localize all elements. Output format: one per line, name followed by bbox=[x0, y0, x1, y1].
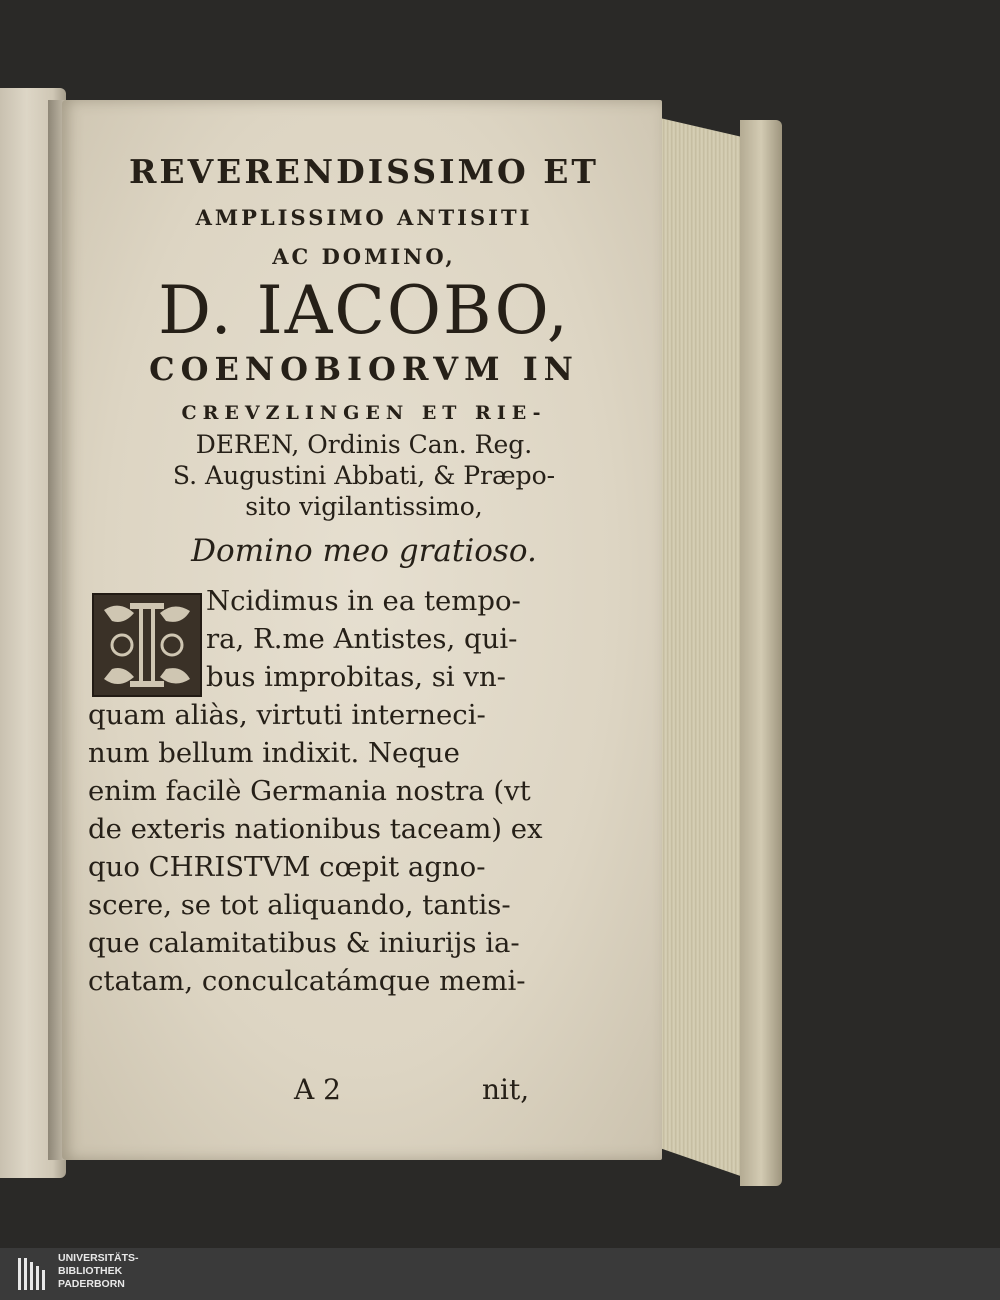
library-name-line-2: BIBLIOTHEK bbox=[58, 1265, 123, 1277]
body-line-5: num bellum indixit. Neque bbox=[88, 736, 460, 769]
title-line-6: CREVZLINGEN ET RIE- bbox=[181, 401, 547, 424]
title-line-7: DEREN, Ordinis Can. Reg. bbox=[195, 429, 533, 459]
library-footer-bar bbox=[0, 1248, 1000, 1300]
body-line-3: bus improbitas, si vn- bbox=[206, 660, 506, 693]
title-line-1: REVERENDISSIMO ET bbox=[129, 152, 599, 191]
title-line-3: AC DOMINO, bbox=[272, 244, 456, 269]
book-cover-edge bbox=[740, 120, 782, 1186]
title-line-4: D. IACOBO, bbox=[158, 272, 570, 349]
body-line-4: quam aliàs, virtuti interneci- bbox=[88, 698, 486, 731]
library-name bbox=[58, 1252, 139, 1291]
library-logo-icon bbox=[18, 1256, 48, 1292]
body-line-11: ctatam, conculcatámque memi- bbox=[88, 964, 526, 997]
decorated-initial-I-icon bbox=[92, 593, 202, 697]
library-name-line-3: PADERBORN bbox=[58, 1278, 125, 1290]
body-line-10: que calamitatibus & iniurijs ia- bbox=[88, 926, 520, 959]
body-line-9: scere, se tot aliquando, tantis- bbox=[88, 888, 511, 921]
title-line-9: sito vigilantissimo, bbox=[245, 491, 483, 521]
title-line-2: AMPLISSIMO ANTISITI bbox=[195, 205, 533, 230]
body-line-2: ra, R.me Antistes, qui- bbox=[206, 622, 518, 655]
signature-mark: A 2 bbox=[294, 1073, 341, 1106]
body-line-8: quo CHRISTVM cœpit agno- bbox=[88, 850, 486, 883]
title-line-5: COENOBIORVM IN bbox=[149, 349, 579, 388]
catchword: nit, bbox=[482, 1073, 530, 1106]
body-line-6: enim facilè Germania nostra (vt bbox=[88, 774, 531, 807]
salutation: Domino meo gratioso. bbox=[191, 532, 537, 569]
page-block-edge bbox=[660, 118, 752, 1180]
page-text bbox=[84, 118, 644, 1106]
title-line-8: S. Augustini Abbati, & Præpo- bbox=[172, 460, 556, 490]
body-text bbox=[84, 585, 644, 1055]
body-line-7: de exteris nationibus taceam) ex bbox=[88, 812, 543, 845]
body-line-1: Ncidimus in ea tempo- bbox=[206, 584, 521, 617]
library-name-line-1: UNIVERSITÄTS- bbox=[58, 1252, 139, 1264]
